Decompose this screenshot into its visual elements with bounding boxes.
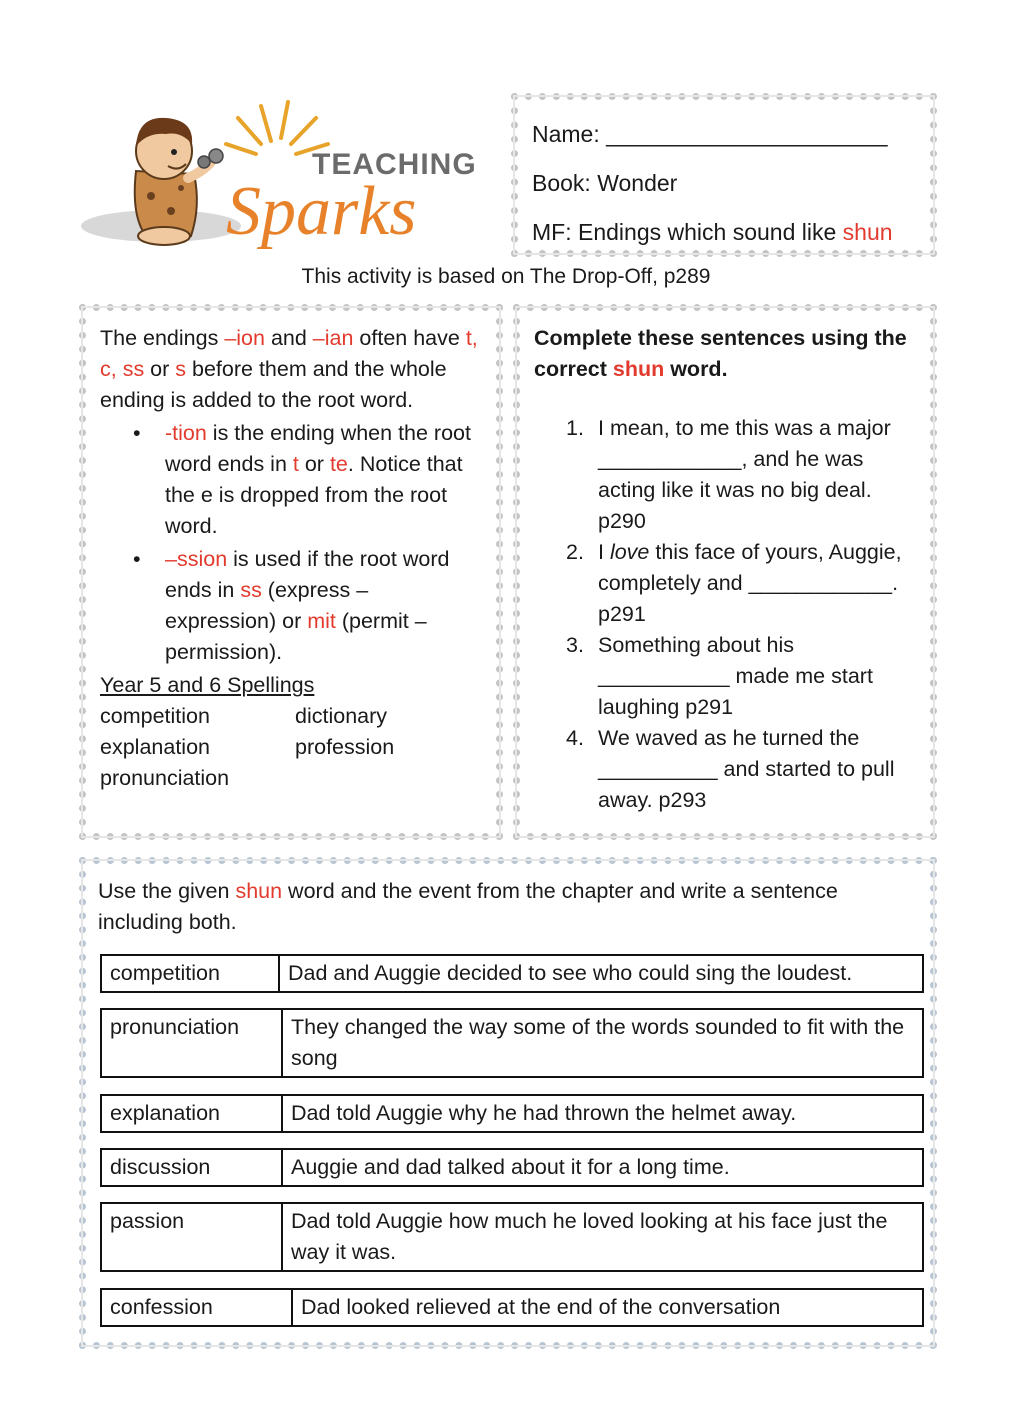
activity-subtitle: This activity is based on The Drop-Off, p289: [301, 265, 711, 288]
row-event: They changed the way some of the words sounded to fit with the song: [291, 1015, 905, 1070]
logo-text-main: Sparks: [226, 173, 417, 250]
name-field[interactable]: Name: ______________________: [532, 121, 888, 147]
spellings-heading: Year 5 and 6 Spellings: [100, 673, 315, 697]
logo-text-top: TEACHING: [312, 148, 476, 181]
spelling-word: explanation: [100, 735, 210, 759]
row-word: competition: [102, 956, 280, 991]
rule-ssion: • –ssion is used if the root word ends in ss (express – expression) or mit (permit – permission).: [165, 544, 482, 668]
word-event-row[interactable]: [100, 1202, 924, 1272]
row-word: passion: [102, 1204, 283, 1270]
teaching-sparks-logo: [76, 96, 476, 256]
row-word: pronunciation: [102, 1010, 283, 1076]
word-event-row[interactable]: [100, 954, 924, 993]
sentence-item[interactable]: 2. I love this face of yours, Auggie, completely and ____________. p291: [566, 540, 902, 626]
row-event: Dad told Auggie why he had thrown the helmet away.: [291, 1101, 797, 1125]
exercise-box: [79, 857, 937, 1349]
sentence-item[interactable]: 1. I mean, to me this was a major ____________, and he was acting like it was no big deal. p290: [566, 416, 891, 533]
student-info-box: [511, 93, 937, 257]
rules-box: [79, 304, 503, 840]
row-event: Dad and Auggie decided to see who could sing the loudest.: [288, 961, 853, 985]
word-event-row[interactable]: [100, 1288, 924, 1327]
sentence-item[interactable]: 3. Something about his ___________ made me start laughing p291: [566, 633, 873, 719]
spelling-word: dictionary: [295, 704, 388, 728]
exercise-instructions: Use the given shun word and the event from the chapter and write a sentence including both.: [98, 879, 838, 934]
row-event: Dad looked relieved at the end of the conversation: [301, 1295, 781, 1319]
word-event-row[interactable]: [100, 1008, 924, 1078]
word-event-row[interactable]: [100, 1094, 924, 1133]
mf-label: MF: Endings which sound like shun: [532, 219, 893, 245]
task-heading: Complete these sentences using the correct shun word.: [534, 326, 907, 381]
spelling-word: competition: [100, 704, 210, 728]
sentences-box: [513, 304, 937, 840]
row-word: explanation: [102, 1096, 283, 1131]
word-event-row[interactable]: [100, 1148, 924, 1187]
spelling-word: profession: [295, 735, 395, 759]
row-event: Auggie and dad talked about it for a long time.: [291, 1155, 730, 1179]
spelling-word: pronunciation: [100, 766, 230, 790]
rules-intro: The endings –ion and –ian often have t, c, ss or s before them and the whole ending is added to the root word.: [100, 326, 478, 412]
sentence-item[interactable]: 4. We waved as he turned the __________ and started to pull away. p293: [566, 726, 895, 812]
row-word: discussion: [102, 1150, 283, 1185]
row-word: confession: [102, 1290, 293, 1325]
spellings-list: [100, 701, 482, 794]
row-event: Dad told Auggie how much he loved looking at his face just the way it was.: [291, 1209, 888, 1264]
rule-tion: • -tion is the ending when the root word ends in t or te. Notice that the e is dropped from the root word.: [165, 418, 482, 542]
book-label: Book: Wonder: [532, 170, 678, 196]
